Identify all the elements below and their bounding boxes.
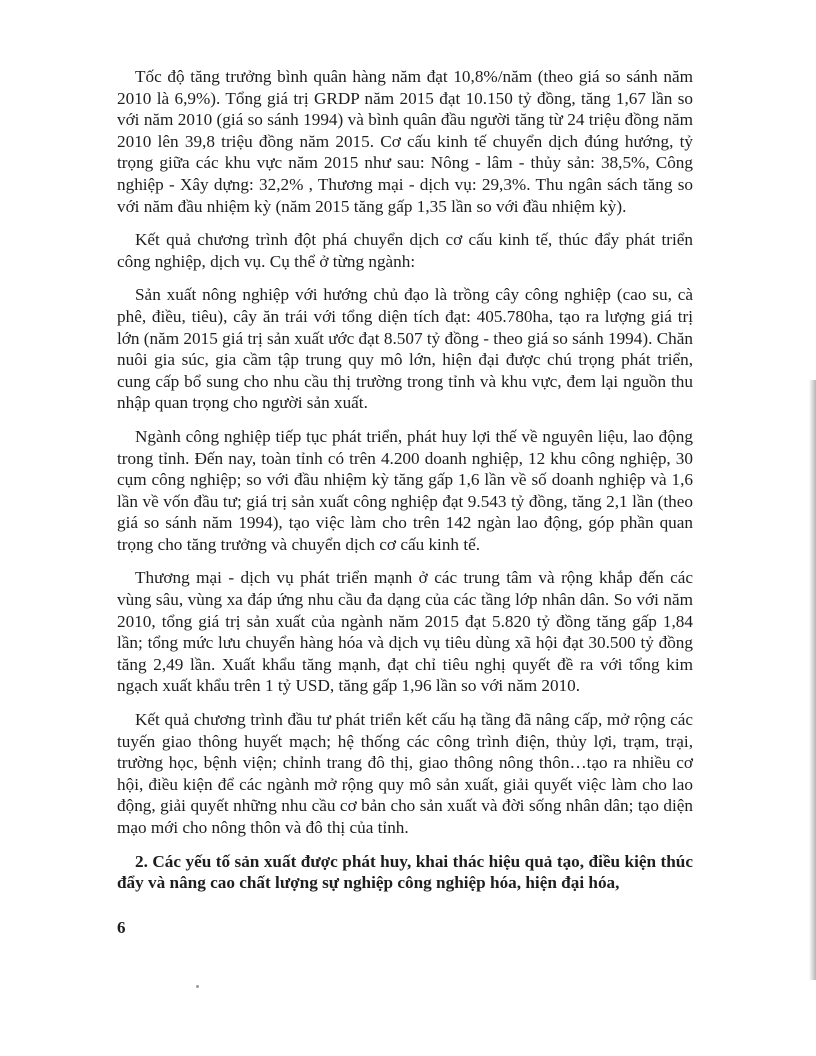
section-heading: 2. Các yếu tố sản xuất được phát huy, khai thác hiệu quả tạo, điều kiện thúc đẩy và nâng cao chất lượng sự nghiệp công nghiệp hóa, hiện đại hóa, xyxy=(117,851,693,893)
paragraph-growth-rate: Tốc độ tăng trưởng bình quân hàng năm đạt 10,8%/năm (theo giá so sánh năm 2010 là 6,9%). Tổng giá trị GRDP năm 2015 đạt 10.150 tỷ đồng, tăng 1,67 lần so với năm 2010 (giá so sánh 1994) và bình quân đầu người tăng từ 24 triệu đồng năm 2010 lên 39,8 triệu đồng năm 2015. Cơ cấu kinh tế chuyển dịch đúng hướng, tỷ trọng giữa các khu vực năm 2015 như sau: Nông - lâm - thủy sản: 38,5%, Công nghiệp - Xây dựng: 32,2% , Thương mại - dịch vụ: 29,3%. Thu ngân sách tăng so với năm đầu nhiệm kỳ (năm 2015 tăng gấp 1,35 lần so với đầu nhiệm kỳ). xyxy=(117,67,693,216)
page-number: 6 xyxy=(117,918,126,937)
scan-edge-shadow xyxy=(809,380,816,980)
paragraph-agriculture: Sản xuất nông nghiệp với hướng chủ đạo là trồng cây công nghiệp (cao su, cà phê, điều, tiêu), cây ăn trái với tổng diện tích đạt: 405.780ha, tạo ra lượng giá trị lớn (năm 2015 giá trị sản xuất ước đạt 8.507 tỷ đồng - theo giá so sánh 1994). Chăn nuôi gia súc, gia cầm tập trung quy mô lớn, hiện đại được chú trọng phát triển, cung cấp bổ sung cho nhu cầu thị trường trong tỉnh và khu vực, đem lại nguồn thu nhập quan trọng cho người sản xuất. xyxy=(117,285,693,413)
paragraph-trade-services: Thương mại - dịch vụ phát triển mạnh ở các trung tâm và rộng khắp đến các vùng sâu, vùng xa đáp ứng nhu cầu đa dạng của các tầng lớp nhân dân. So với năm 2010, tổng giá trị sản xuất của ngành năm 2015 đạt 5.820 tỷ đồng tăng gấp 1,84 lần; tổng mức lưu chuyển hàng hóa và dịch vụ tiêu dùng xã hội đạt 30.500 tỷ đồng tăng 2,49 lần. Xuất khẩu tăng mạnh, đạt chỉ tiêu nghị quyết đề ra với tổng kim ngạch xuất khẩu trên 1 tỷ USD, tăng gấp 1,96 lần so với năm 2010. xyxy=(117,568,693,696)
paragraph-restructuring-results: Kết quả chương trình đột phá chuyển dịch cơ cấu kinh tế, thúc đẩy phát triển công nghiệp, dịch vụ. Cụ thể ở từng ngành: xyxy=(117,230,693,271)
paragraph-infrastructure: Kết quả chương trình đầu tư phát triển kết cấu hạ tầng đã nâng cấp, mở rộng các tuyến giao thông huyết mạch; hệ thống các công trình điện, thủy lợi, trạm, trại, trường học, bệnh viện; chỉnh trang đô thị, giao thông nông thôn…tạo ra nhiều cơ hội, điều kiện để các ngành mở rộng quy mô sản xuất, giải quyết việc làm cho lao động, giải quyết những nhu cầu cơ bản cho sản xuất và đời sống nhân dân; tạo diện mạo mới cho nông thôn và đô thị của tỉnh. xyxy=(117,710,693,837)
scan-speck xyxy=(196,985,199,988)
page-body xyxy=(117,66,693,906)
paragraph-industry: Ngành công nghiệp tiếp tục phát triển, phát huy lợi thế về nguyên liệu, lao động trong tỉnh. Đến nay, toàn tỉnh có trên 4.200 doanh nghiệp, 12 khu công nghiệp, 30 cụm công nghiệp; so với đầu nhiệm kỳ tăng gấp 1,6 lần về số doanh nghiệp và 1,6 lần về vốn đầu tư; giá trị sản xuất công nghiệp đạt 9.543 tỷ đồng, tăng 2,1 lần (theo giá so sánh năm 1994), tạo việc làm cho trên 142 ngàn lao động, góp phần quan trọng cho tăng trưởng và chuyển dịch cơ cấu kinh tế. xyxy=(117,426,693,554)
